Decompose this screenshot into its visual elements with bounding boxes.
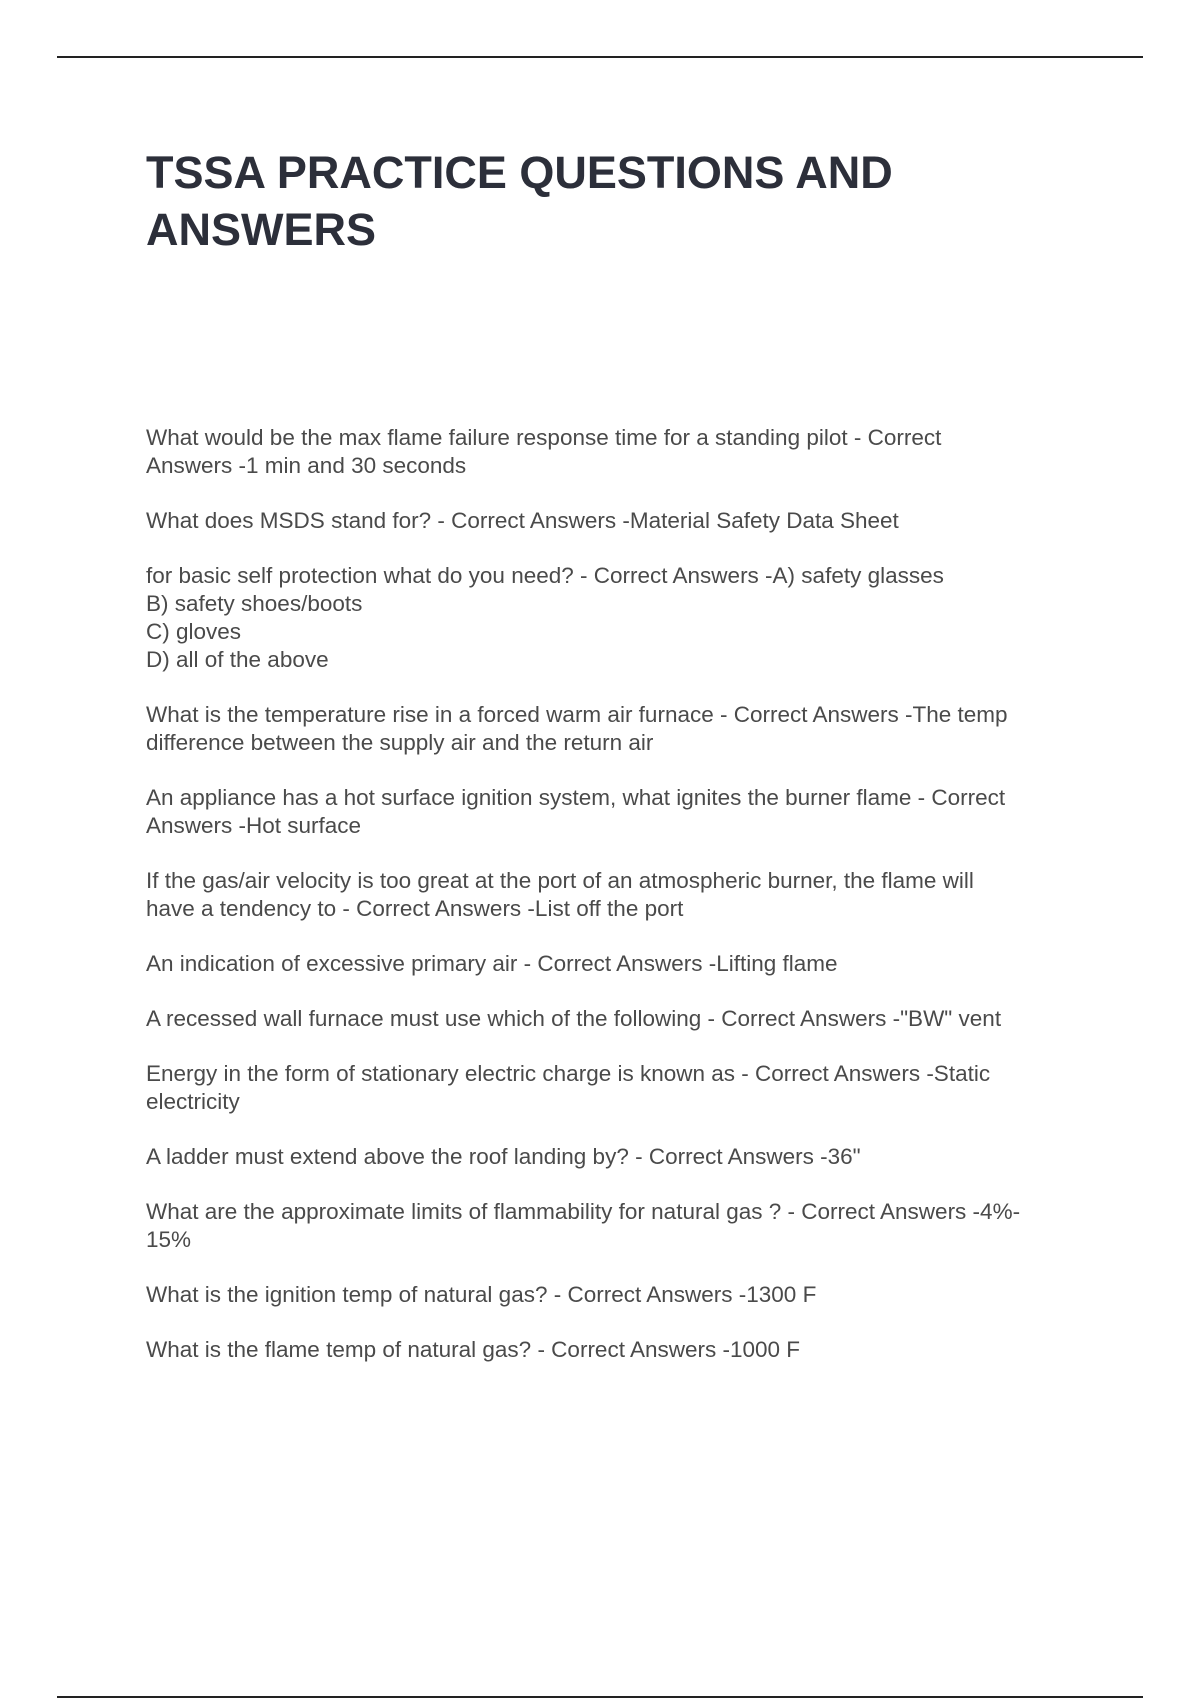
qa-item (146, 1336, 1096, 1364)
title-line-1: TSSA PRACTICE QUESTIONS AND (146, 147, 893, 198)
qa-line: D) all of the above (146, 647, 329, 672)
qa-line: A ladder must extend above the roof landing by? - Correct Answers -36" (146, 1144, 861, 1169)
qa-item (146, 1060, 1096, 1116)
qa-line: Answers -Hot surface (146, 813, 362, 838)
bottom-rule (57, 1696, 1143, 1698)
title-line-2: ANSWERS (146, 204, 377, 255)
qa-item (146, 1005, 1096, 1033)
qa-line: What is the ignition temp of natural gas? - Correct Answers -1300 F (146, 1282, 817, 1307)
qa-line: electricity (146, 1089, 240, 1114)
qa-line: difference between the supply air and the return air (146, 730, 654, 755)
qa-item (146, 950, 1096, 978)
qa-item (146, 867, 1096, 923)
qa-line: for basic self protection what do you need? - Correct Answers -A) safety glasses (146, 563, 944, 588)
qa-line: B) safety shoes/boots (146, 591, 363, 616)
qa-line: Energy in the form of stationary electric charge is known as - Correct Answers -Static (146, 1061, 991, 1086)
qa-line: Answers -1 min and 30 seconds (146, 453, 467, 478)
qa-line: An appliance has a hot surface ignition system, what ignites the burner flame - Correct (146, 785, 1006, 810)
qa-list (146, 424, 1096, 1391)
qa-item (146, 784, 1096, 840)
qa-line: What is the temperature rise in a forced warm air furnace - Correct Answers -The temp (146, 702, 1008, 727)
qa-item (146, 1281, 1096, 1309)
qa-item (146, 1143, 1096, 1171)
qa-line: What does MSDS stand for? - Correct Answers -Material Safety Data Sheet (146, 508, 899, 533)
qa-line: A recessed wall furnace must use which of the following - Correct Answers -"BW" vent (146, 1006, 1002, 1031)
top-rule (57, 56, 1143, 58)
qa-line: An indication of excessive primary air - Correct Answers -Lifting flame (146, 951, 838, 976)
qa-item (146, 701, 1096, 757)
document-title (146, 144, 1046, 258)
qa-line: What are the approximate limits of flammability for natural gas ? - Correct Answers -4%- (146, 1199, 1021, 1224)
qa-line: What is the flame temp of natural gas? - Correct Answers -1000 F (146, 1337, 801, 1362)
qa-line: C) gloves (146, 619, 242, 644)
qa-line: If the gas/air velocity is too great at the port of an atmospheric burner, the flame will (146, 868, 974, 893)
qa-line: have a tendency to - Correct Answers -List off the port (146, 896, 684, 921)
qa-item (146, 1198, 1096, 1254)
qa-item (146, 507, 1096, 535)
qa-line: 15% (146, 1227, 192, 1252)
qa-item (146, 562, 1096, 674)
qa-line: What would be the max flame failure response time for a standing pilot - Correct (146, 425, 942, 450)
qa-item (146, 424, 1096, 480)
